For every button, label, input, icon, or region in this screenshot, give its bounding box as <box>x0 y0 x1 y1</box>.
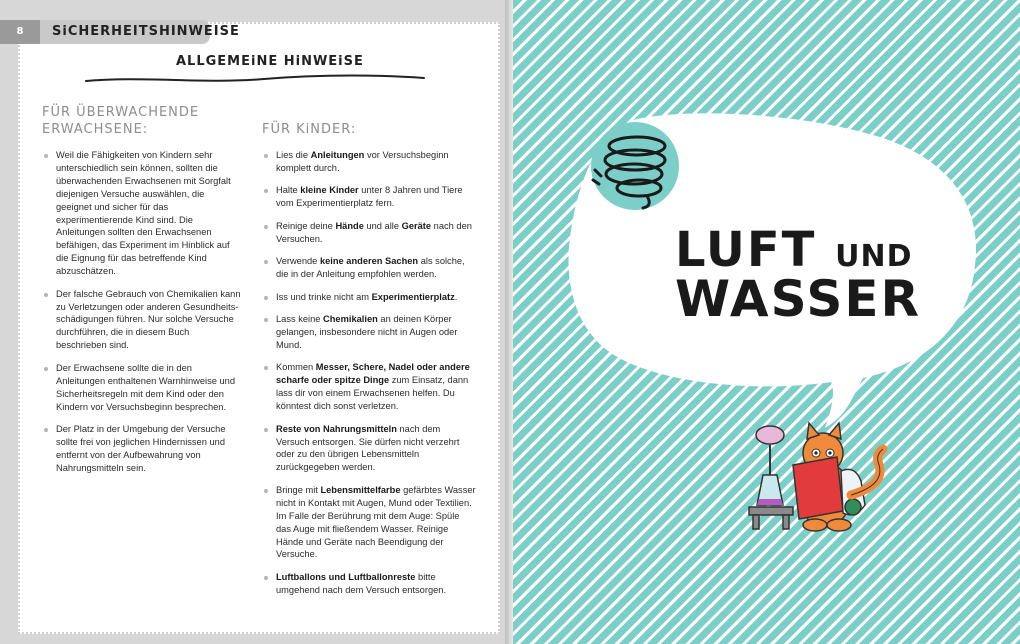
adults-item: Der Platz in der Umgebung der Versuche sollte frei von jeglichen Hindernissen und entfernt von der Aufbewahrung von Nahrungsmitteln sein. <box>42 423 242 475</box>
chapter-word-luft: LUFT <box>675 222 817 278</box>
page-number: 8 <box>0 20 40 44</box>
section-title: ALLGEMEiNE HiNWEiSE <box>176 54 364 69</box>
adults-column <box>42 149 242 484</box>
adults-item: Der Erwachsene sollte die in den Anleitungen enthaltenen Warnhinweise und Sicherheitsregeln mit dem Kind oder den Kindern vor Versuchsbeginn besprechen. <box>42 362 242 414</box>
spiral-icon <box>587 118 683 214</box>
kids-item: Luftballons und Luftballonreste bitte umgehend nach dem Versuch entsorgen. <box>262 571 476 597</box>
right-page <box>513 0 1020 644</box>
adults-item: Weil die Fähigkeiten von Kindern sehr unterschiedlich sein können, sollten die überwachenden Erwachsenen mit Sorgfalt diejenigen Versuche auswählen, die geeignet und sicher für das experimentierende Kind sind. Die Anleitungen sollten den Erwachsenen befähigen, das Experiment im Hinblick auf die Eignung für das betreffende Kind abzuschätzen. <box>42 149 242 278</box>
adults-item: Der falsche Gebrauch von Chemikalien kann zu Verletzungen oder anderen Gesundheitsschädigungen führen. Nur solche Versuche durchführen, die in diesem Buch beschrieben sind. <box>42 288 242 353</box>
kids-item: Bringe mit Lebensmittelfarbe gefärbtes Wasser nicht in Kontakt mit Augen, Mund oder Textilien. Im Falle der Berührung mit dem Auge: Spüle das Auge mit fließendem Wasser. Reinige Hände und Geräte nach Beendigung der Versuche. <box>262 484 476 561</box>
left-page <box>0 0 505 644</box>
kids-item: Lies die Anleitungen vor Versuchsbeginn komplett durch. <box>262 149 476 175</box>
kids-item: Lass keine Chemikalien an deinen Körper gelangen, insbesondere nicht in Augen oder Mund. <box>262 313 476 352</box>
adults-heading-line2: ERWACHSENE: <box>42 122 149 137</box>
kids-item: Iss und trinke nicht am Experimentierplatz. <box>262 291 476 304</box>
header-title: SiCHERHEITSHINWEISE <box>52 24 240 39</box>
chapter-title-line2: WASSER <box>675 270 922 328</box>
kids-item: Halte kleine Kinder unter 8 Jahren und Tiere vom Experimentierplatz fern. <box>262 184 476 210</box>
kids-item: Kommen Messer, Schere, Nadel oder andere scharfe oder spitze Dinge zum Einsatz, dann lass dir von einem Erwachsenen helfen. Du könntest dich sonst verletzen. <box>262 361 476 413</box>
adults-heading <box>42 104 199 138</box>
kids-item: Reinige deine Hände und alle Geräte nach den Versuchen. <box>262 220 476 246</box>
cat-scientist-illustration <box>745 415 895 535</box>
kids-heading: FÜR KiNDER: <box>262 122 357 137</box>
adults-heading-line1: FÜR ÜBERWACHENDE <box>42 105 200 120</box>
kids-item: Reste von Nahrungsmitteln nach dem Versuch entsorgen. Sie dürfen nicht verzehrt oder zu den übrigen Lebensmitteln zurückgegeben werden. <box>262 423 476 475</box>
chapter-word-und: UND <box>835 239 913 274</box>
kids-column <box>262 149 476 606</box>
title-underline <box>84 72 426 86</box>
kids-item: Verwende keine anderen Sachen als solche, die in der Anleitung empfohlen werden. <box>262 255 476 281</box>
book-spine <box>505 0 513 644</box>
